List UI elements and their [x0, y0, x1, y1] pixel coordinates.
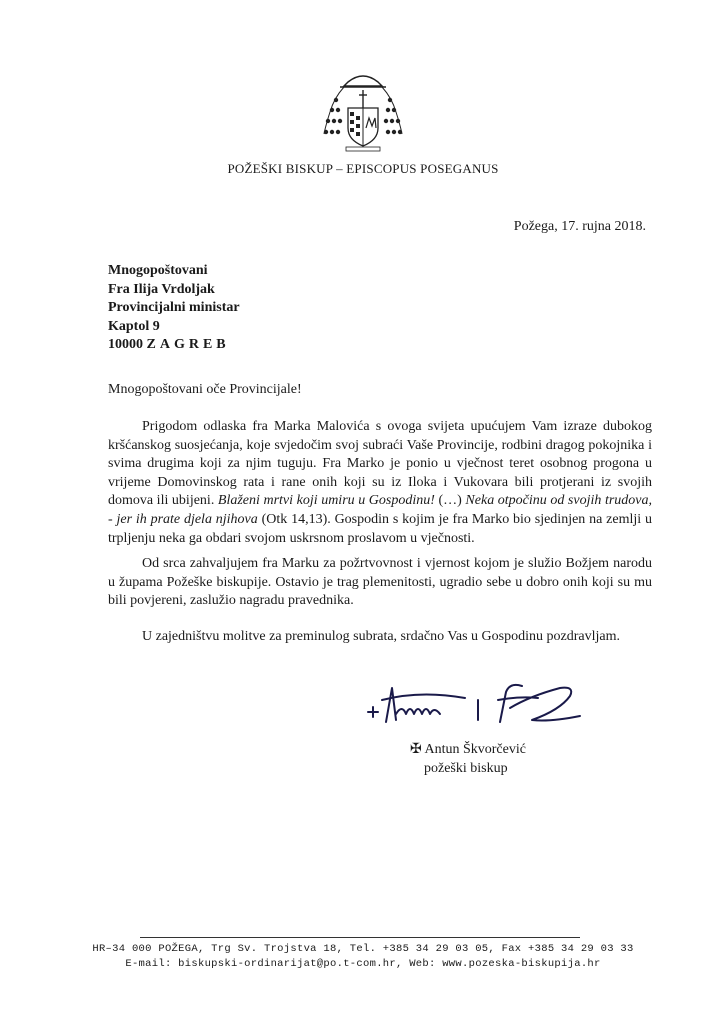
handwritten-signature	[360, 670, 590, 740]
recipient-address	[108, 262, 240, 355]
footer-contact: E-mail: biskupski-ordinarijat@po.t-com.hr, Web: www.pozeska-biskupija.hr	[125, 957, 601, 970]
paragraph-condolence-text-c: (Otk 14,13). Gospodin s kojim je fra Marko bio sjedinjen na zemlji u trpljenju neka ga obdari svojom uskrsnom proslavom u vječnosti.	[108, 511, 652, 546]
recipient-postal-code: 10000	[108, 337, 143, 352]
recipient-street: Kaptol 9	[108, 318, 160, 334]
recipient-name: Fra Ilija Vrdoljak	[108, 281, 215, 297]
paragraph-closing: U zajedništvu molitve za preminulog subrata, srdačno Vas u Gospodinu pozdravljam.	[142, 629, 620, 644]
recipient-greeting: Mnogopoštovani	[108, 263, 208, 278]
letter-date: Požega, 17. rujna 2018.	[513, 219, 646, 234]
recipient-city-line	[108, 336, 240, 355]
recipient-title: Provincijalni ministar	[108, 300, 240, 315]
signer-name: ✠ Antun Škvorčević	[410, 742, 526, 757]
footer-address: HR–34 000 POŽEGA, Trg Sv. Trojstva 18, Tel. +385 34 29 03 05, Fax +385 34 29 03 33	[92, 943, 634, 955]
paragraph-condolence	[108, 418, 652, 548]
letterhead-title: POŽEŠKI BISKUP – EPISCOPUS POSEGANUS	[227, 161, 499, 176]
footer-divider	[140, 937, 580, 938]
episcopal-coat-of-arms	[318, 68, 408, 152]
paragraph-condolence-text-b: (…)	[434, 493, 466, 509]
paragraph-gratitude: Od srca zahvaljujem fra Marku za požrtvovnost i vjernost kojom je služio Božjem narodu u župama Požeške biskupije. Ostavio je trag plemenitosti, ugradio sebe u dobro onih koji su mu bili povjereni, zaslužio nagradu pravednika.	[108, 556, 652, 609]
recipient-city: ZAGREB	[146, 337, 230, 352]
salutation: Mnogopoštovani oče Provincijale!	[108, 382, 302, 397]
signer-role: požeški biskup	[424, 761, 508, 776]
scripture-quote-b: Neka otpočinu od svojih trudova, - jer ih prate djela njihova	[108, 493, 652, 527]
letterhead-footer	[0, 942, 726, 971]
scripture-quote-a: Blaženi mrtvi koji umiru u Gospodinu!	[217, 493, 435, 509]
paragraph-condolence-text-a: Prigodom odlaska fra Marka Malovića s ovoga svijeta upućujem Vam izraze dubokog kršćanskog suosjećanja, koje svjedočim svoj subraći Vaše Provincije, rodbini dragog pokojnika i svima drugima koji za njim tuguju. Fra Marko je ponio u vječnost teret osobnog progona u vrijeme Domovinskog rata i rane onih koji su iz Iloka i Vukovara bili protjerani iz svojih domova ili ubijeni.	[108, 419, 652, 509]
signer-block	[410, 740, 526, 778]
